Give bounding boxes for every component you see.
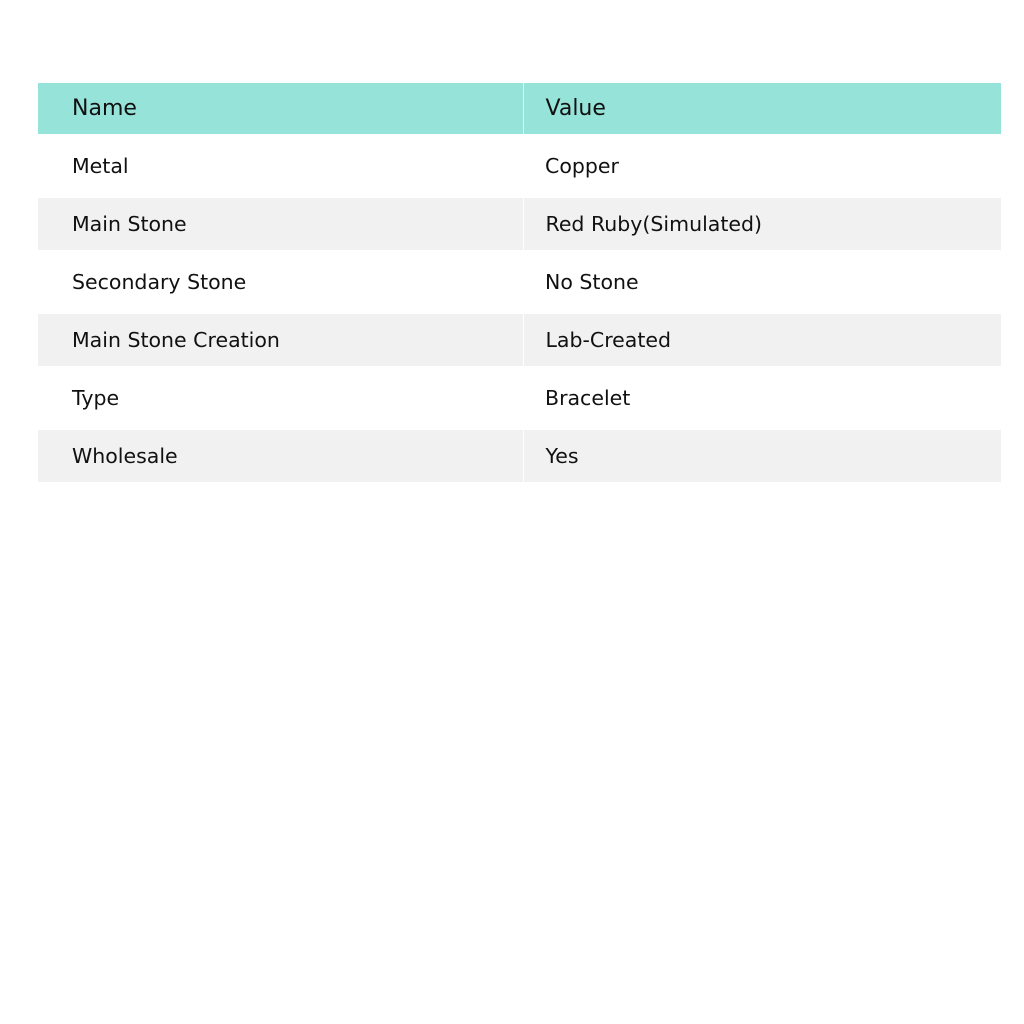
header-row: [38, 83, 1001, 134]
attribute-name-cell: Main Stone Creation: [38, 314, 523, 366]
attribute-name-cell: Wholesale: [38, 430, 523, 482]
table-header: [38, 83, 1001, 134]
attribute-name-cell: Main Stone: [38, 198, 523, 250]
attribute-name-cell: Metal: [38, 134, 523, 198]
attribute-value-cell: Red Ruby(Simulated): [523, 198, 1001, 250]
attribute-value-cell: Lab-Created: [523, 314, 1001, 366]
attribute-value-cell: Yes: [523, 430, 1001, 482]
attribute-value-cell: Bracelet: [523, 366, 1001, 430]
attribute-name-cell: Secondary Stone: [38, 250, 523, 314]
table-body: [38, 134, 1001, 482]
column-header-value: Value: [523, 83, 1001, 134]
table-row: [38, 314, 1001, 366]
table-row: [38, 366, 1001, 430]
table-row: [38, 198, 1001, 250]
table-row: [38, 134, 1001, 198]
specifications-table: [38, 83, 1001, 482]
attribute-value-cell: Copper: [523, 134, 1001, 198]
attribute-name-cell: Type: [38, 366, 523, 430]
column-header-name: Name: [38, 83, 523, 134]
table-row: [38, 430, 1001, 482]
table-row: [38, 250, 1001, 314]
attribute-value-cell: No Stone: [523, 250, 1001, 314]
